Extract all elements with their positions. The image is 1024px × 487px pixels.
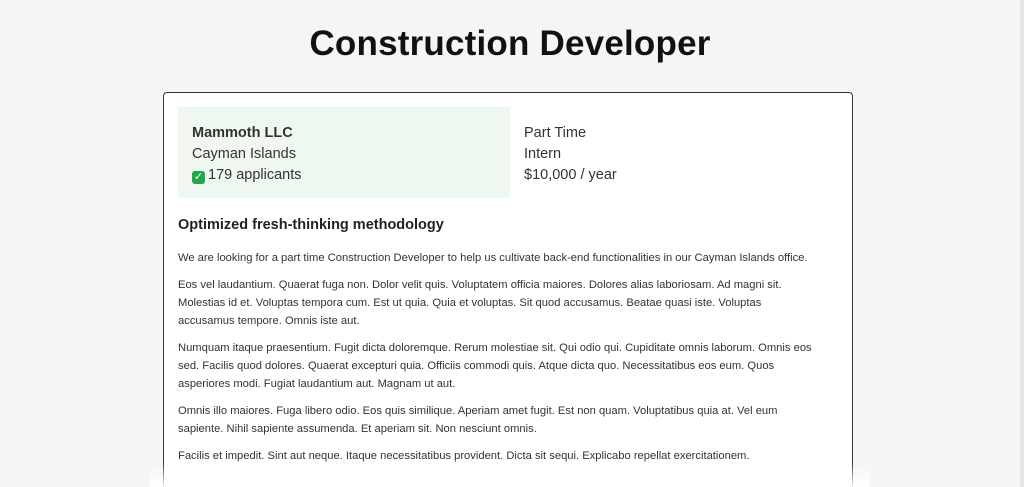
- description-paragraph: We are looking for a part time Construction Developer to help us cultivate back-end functionalities in our Cayman Islands office.: [178, 252, 808, 264]
- description-paragraph: Omnis illo maiores. Fuga libero odio. Eos quis similique. Aperiam amet fugit. Est non quam. Voluptatibus quia at. Vel eum sapiente. Nihil sapiente assumenda. Et aperiam sit. Non nesciunt omnis.: [178, 405, 778, 435]
- company-name: Mammoth LLC: [192, 125, 293, 141]
- job-summary-box: [178, 107, 510, 198]
- description-headline: Optimized fresh-thinking methodology: [178, 217, 444, 233]
- job-salary: $10,000 / year: [524, 167, 617, 183]
- job-description: [178, 217, 818, 474]
- job-meta: [524, 123, 617, 186]
- job-level: Intern: [524, 146, 562, 162]
- page-title: Construction Developer: [309, 24, 711, 63]
- job-location: Cayman Islands: [192, 146, 296, 162]
- applicants-count: 179 applicants: [208, 167, 302, 183]
- applicants-row: [192, 165, 510, 186]
- job-card: [163, 92, 853, 487]
- description-paragraph: Eos vel laudantium. Quaerat fuga non. Dolor velit quis. Voluptatem officia maiores. Dolores alias laboriosam. Ad magni sit. Molestias id et. Voluptas tempora cum. Est ut quia. Quia et voluptas. Sit quod accusamus. Beatae quasi iste. Voluptas accusamus tempore. Omnis iste aut.: [178, 279, 782, 327]
- description-paragraph: Facilis et impedit. Sint aut neque. Itaque necessitatibus provident. Dicta sit sequi. Explicabo repellat exercitationem.: [178, 450, 750, 462]
- check-mark-icon: ✓: [193, 171, 204, 183]
- page-scrollbar[interactable]: [1020, 0, 1024, 487]
- description-paragraph: Numquam itaque praesentium. Fugit dicta doloremque. Rerum molestiae sit. Qui odio qui. Cupiditate omnis laborum. Omnis eos sed. Facilis quod dolores. Quaerat excepturi quia. Officiis commodi quis. Atque dicta quo. Necessitatibus eos eum. Quos asperiores modi. Fugiat laudantium aut. Magnam ut aut.: [178, 342, 812, 390]
- job-schedule: Part Time: [524, 125, 587, 141]
